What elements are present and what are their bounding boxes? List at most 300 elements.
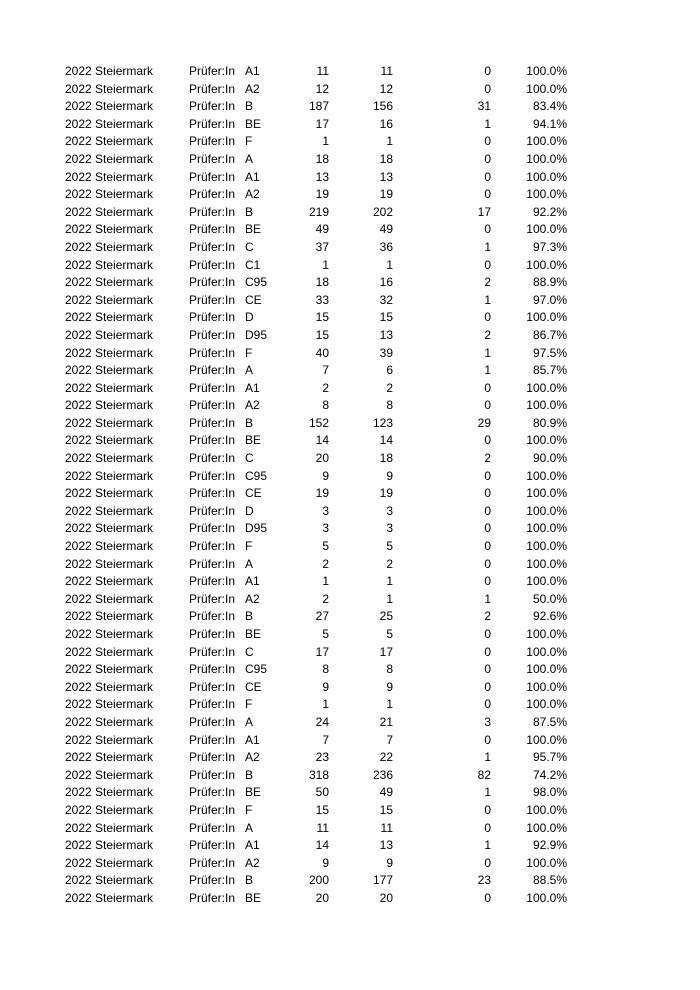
role-cell: Prüfer:In (189, 714, 236, 729)
role-cell: Prüfer:In (189, 151, 236, 166)
pass-rate-cell: 97.0% (532, 292, 567, 307)
passed-count-cell: 22 (379, 750, 393, 765)
table-row (0, 397, 700, 415)
license-class-cell: C95 (245, 275, 268, 290)
failed-count-cell: 0 (484, 433, 491, 448)
table-row (0, 644, 700, 662)
total-count-cell: 11 (316, 820, 329, 835)
role-cell: Prüfer:In (189, 802, 236, 817)
table-row (0, 327, 700, 345)
pass-rate-cell: 88.5% (532, 873, 567, 888)
failed-count-cell: 1 (484, 345, 491, 360)
year-region-cell: 2022 Steiermark (65, 873, 154, 888)
passed-count-cell: 3 (386, 503, 393, 518)
passed-count-cell: 177 (372, 873, 393, 888)
role-cell: Prüfer:In (189, 820, 236, 835)
role-cell: Prüfer:In (189, 609, 236, 624)
role-cell: Prüfer:In (189, 662, 236, 677)
pass-rate-cell: 100.0% (526, 539, 567, 554)
failed-count-cell: 0 (484, 380, 491, 395)
role-cell: Prüfer:In (189, 838, 236, 853)
total-count-cell: 8 (322, 662, 329, 677)
year-region-cell: 2022 Steiermark (65, 468, 154, 483)
failed-count-cell: 0 (484, 64, 491, 78)
pass-rate-cell: 92.2% (532, 204, 567, 219)
passed-count-cell: 2 (386, 556, 393, 571)
role-cell: Prüfer:In (189, 767, 236, 782)
year-region-cell: 2022 Steiermark (65, 363, 154, 378)
role-cell: Prüfer:In (189, 539, 236, 554)
role-cell: Prüfer:In (189, 574, 236, 589)
pass-rate-cell: 80.9% (532, 415, 567, 430)
passed-count-cell: 19 (379, 187, 393, 202)
passed-count-cell: 15 (379, 310, 393, 325)
total-count-cell: 49 (315, 222, 329, 237)
spreadsheet-table (0, 63, 700, 908)
total-count-cell: 3 (322, 503, 329, 518)
year-region-cell: 2022 Steiermark (65, 310, 154, 325)
failed-count-cell: 1 (484, 239, 491, 254)
year-region-cell: 2022 Steiermark (65, 433, 154, 448)
year-region-cell: 2022 Steiermark (65, 767, 154, 782)
failed-count-cell: 1 (484, 292, 491, 307)
table-row (0, 591, 700, 609)
role-cell: Prüfer:In (189, 697, 236, 712)
total-count-cell: 17 (315, 644, 329, 659)
pass-rate-cell: 97.3% (532, 239, 567, 254)
table-row (0, 257, 700, 275)
role-cell: Prüfer:In (189, 556, 236, 571)
total-count-cell: 20 (315, 890, 329, 905)
license-class-cell: B (245, 609, 254, 624)
failed-count-cell: 1 (484, 591, 491, 606)
passed-count-cell: 2 (386, 380, 393, 395)
role-cell: Prüfer:In (189, 855, 236, 870)
year-region-cell: 2022 Steiermark (65, 820, 154, 835)
license-class-cell: BE (245, 116, 262, 131)
year-region-cell: 2022 Steiermark (65, 714, 154, 729)
pass-rate-cell: 100.0% (526, 222, 567, 237)
table-row (0, 415, 700, 433)
license-class-cell: A (245, 363, 254, 378)
role-cell: Prüfer:In (189, 398, 236, 413)
role-cell: Prüfer:In (189, 239, 236, 254)
table-row (0, 855, 700, 873)
failed-count-cell: 0 (484, 662, 491, 677)
year-region-cell: 2022 Steiermark (65, 275, 154, 290)
role-cell: Prüfer:In (189, 116, 236, 131)
pass-rate-cell: 100.0% (526, 310, 567, 325)
table-row (0, 239, 700, 257)
year-region-cell: 2022 Steiermark (65, 222, 154, 237)
role-cell: Prüfer:In (189, 64, 236, 78)
table-row (0, 696, 700, 714)
license-class-cell: A1 (245, 380, 260, 395)
passed-count-cell: 9 (386, 679, 393, 694)
total-count-cell: 5 (322, 539, 329, 554)
passed-count-cell: 14 (379, 433, 393, 448)
table-row (0, 169, 700, 187)
pass-rate-cell: 100.0% (526, 134, 567, 149)
total-count-cell: 9 (322, 679, 329, 694)
year-region-cell: 2022 Steiermark (65, 134, 154, 149)
pass-rate-cell: 87.5% (532, 714, 567, 729)
pass-rate-cell: 98.0% (532, 785, 567, 800)
total-count-cell: 15 (315, 327, 329, 342)
license-class-cell: BE (245, 627, 262, 641)
pass-rate-cell: 100.0% (526, 644, 567, 659)
total-count-cell: 19 (315, 187, 329, 202)
passed-count-cell: 36 (379, 239, 393, 254)
pass-rate-cell: 90.0% (532, 451, 567, 466)
failed-count-cell: 0 (484, 574, 491, 589)
passed-count-cell: 20 (379, 890, 393, 905)
failed-count-cell: 0 (484, 222, 491, 237)
total-count-cell: 20 (315, 451, 329, 466)
table-row (0, 714, 700, 732)
table-row (0, 81, 700, 99)
table-row (0, 626, 700, 644)
total-count-cell: 7 (322, 363, 329, 378)
pass-rate-cell: 100.0% (526, 556, 567, 571)
passed-count-cell: 13 (379, 169, 393, 184)
role-cell: Prüfer:In (189, 521, 236, 536)
table-row (0, 221, 700, 239)
total-count-cell: 1 (322, 257, 329, 272)
license-class-cell: F (245, 134, 253, 149)
role-cell: Prüfer:In (189, 785, 236, 800)
passed-count-cell: 5 (386, 539, 393, 554)
pass-rate-cell: 50.0% (532, 591, 567, 606)
year-region-cell: 2022 Steiermark (65, 662, 154, 677)
passed-count-cell: 123 (372, 415, 393, 430)
year-region-cell: 2022 Steiermark (65, 327, 154, 342)
role-cell: Prüfer:In (189, 451, 236, 466)
total-count-cell: 15 (315, 310, 329, 325)
year-region-cell: 2022 Steiermark (65, 785, 154, 800)
table-row (0, 274, 700, 292)
table-row (0, 802, 700, 820)
failed-count-cell: 3 (484, 714, 491, 729)
failed-count-cell: 1 (484, 750, 491, 765)
year-region-cell: 2022 Steiermark (65, 239, 154, 254)
table-row (0, 573, 700, 591)
role-cell: Prüfer:In (189, 644, 236, 659)
total-count-cell: 187 (308, 99, 329, 114)
year-region-cell: 2022 Steiermark (65, 187, 154, 202)
passed-count-cell: 13 (379, 327, 393, 342)
failed-count-cell: 23 (477, 873, 491, 888)
license-class-cell: B (245, 873, 254, 888)
total-count-cell: 19 (315, 486, 329, 501)
failed-count-cell: 0 (484, 257, 491, 272)
license-class-cell: A (245, 556, 254, 571)
year-region-cell: 2022 Steiermark (65, 116, 154, 131)
failed-count-cell: 1 (484, 363, 491, 378)
license-class-cell: D95 (245, 327, 268, 342)
license-class-cell: A1 (245, 169, 260, 184)
role-cell: Prüfer:In (189, 275, 236, 290)
license-class-cell: A2 (245, 591, 260, 606)
passed-count-cell: 49 (379, 785, 393, 800)
passed-count-cell: 18 (379, 151, 393, 166)
passed-count-cell: 49 (379, 222, 393, 237)
failed-count-cell: 0 (484, 398, 491, 413)
table-row (0, 204, 700, 222)
failed-count-cell: 0 (484, 151, 491, 166)
pass-rate-cell: 100.0% (526, 151, 567, 166)
pass-rate-cell: 100.0% (526, 890, 567, 905)
year-region-cell: 2022 Steiermark (65, 398, 154, 413)
role-cell: Prüfer:In (189, 169, 236, 184)
failed-count-cell: 17 (477, 204, 491, 219)
table-row (0, 362, 700, 380)
total-count-cell: 13 (315, 169, 329, 184)
license-class-cell: F (245, 345, 253, 360)
total-count-cell: 1 (322, 574, 329, 589)
role-cell: Prüfer:In (189, 890, 236, 905)
year-region-cell: 2022 Steiermark (65, 345, 154, 360)
role-cell: Prüfer:In (189, 327, 236, 342)
passed-count-cell: 6 (386, 363, 393, 378)
failed-count-cell: 0 (484, 310, 491, 325)
table-row (0, 679, 700, 697)
license-class-cell: F (245, 697, 253, 712)
total-count-cell: 2 (322, 380, 329, 395)
passed-count-cell: 1 (386, 257, 393, 272)
license-class-cell: D (245, 310, 254, 325)
pass-rate-cell: 83.4% (532, 99, 567, 114)
total-count-cell: 200 (308, 873, 329, 888)
pass-rate-cell: 92.9% (532, 838, 567, 853)
total-count-cell: 33 (315, 292, 329, 307)
license-class-cell: D (245, 503, 254, 518)
role-cell: Prüfer:In (189, 363, 236, 378)
table-row (0, 116, 700, 134)
pass-rate-cell: 95.7% (532, 750, 567, 765)
table-row (0, 503, 700, 521)
failed-count-cell: 0 (484, 556, 491, 571)
year-region-cell: 2022 Steiermark (65, 591, 154, 606)
pass-rate-cell: 100.0% (526, 627, 567, 641)
total-count-cell: 9 (322, 468, 329, 483)
license-class-cell: A1 (245, 574, 260, 589)
failed-count-cell: 0 (484, 627, 491, 641)
passed-count-cell: 25 (379, 609, 393, 624)
pass-rate-cell: 97.5% (532, 345, 567, 360)
year-region-cell: 2022 Steiermark (65, 574, 154, 589)
year-region-cell: 2022 Steiermark (65, 204, 154, 219)
table-row (0, 186, 700, 204)
failed-count-cell: 1 (484, 838, 491, 853)
license-class-cell: A1 (245, 838, 260, 853)
table-row (0, 556, 700, 574)
year-region-cell: 2022 Steiermark (65, 890, 154, 905)
pass-rate-cell: 100.0% (526, 380, 567, 395)
failed-count-cell: 82 (477, 767, 491, 782)
total-count-cell: 11 (316, 64, 329, 78)
role-cell: Prüfer:In (189, 750, 236, 765)
license-class-cell: B (245, 415, 254, 430)
pass-rate-cell: 74.2% (532, 767, 567, 782)
role-cell: Prüfer:In (189, 468, 236, 483)
license-class-cell: A (245, 714, 254, 729)
total-count-cell: 40 (315, 345, 329, 360)
table-row (0, 450, 700, 468)
pass-rate-cell: 100.0% (526, 433, 567, 448)
total-count-cell: 8 (322, 398, 329, 413)
failed-count-cell: 0 (484, 697, 491, 712)
total-count-cell: 219 (308, 204, 329, 219)
passed-count-cell: 236 (372, 767, 393, 782)
passed-count-cell: 7 (386, 732, 393, 747)
total-count-cell: 1 (322, 697, 329, 712)
license-class-cell: A2 (245, 750, 260, 765)
year-region-cell: 2022 Steiermark (65, 750, 154, 765)
passed-count-cell: 17 (379, 644, 393, 659)
total-count-cell: 7 (322, 732, 329, 747)
total-count-cell: 2 (322, 556, 329, 571)
role-cell: Prüfer:In (189, 433, 236, 448)
year-region-cell: 2022 Steiermark (65, 644, 154, 659)
failed-count-cell: 0 (484, 855, 491, 870)
year-region-cell: 2022 Steiermark (65, 64, 154, 78)
passed-count-cell: 9 (386, 855, 393, 870)
failed-count-cell: 0 (484, 539, 491, 554)
passed-count-cell: 18 (379, 451, 393, 466)
license-class-cell: CE (245, 292, 262, 307)
license-class-cell: C (245, 644, 254, 659)
pass-rate-cell: 100.0% (526, 521, 567, 536)
failed-count-cell: 0 (484, 644, 491, 659)
license-class-cell: A2 (245, 855, 260, 870)
year-region-cell: 2022 Steiermark (65, 503, 154, 518)
license-class-cell: B (245, 767, 254, 782)
year-region-cell: 2022 Steiermark (65, 380, 154, 395)
license-class-cell: A1 (245, 64, 260, 78)
failed-count-cell: 0 (484, 169, 491, 184)
total-count-cell: 15 (315, 802, 329, 817)
year-region-cell: 2022 Steiermark (65, 627, 154, 641)
passed-count-cell: 156 (372, 99, 393, 114)
role-cell: Prüfer:In (189, 99, 236, 114)
license-class-cell: F (245, 539, 253, 554)
license-class-cell: A (245, 820, 254, 835)
role-cell: Prüfer:In (189, 627, 236, 641)
role-cell: Prüfer:In (189, 81, 236, 96)
total-count-cell: 27 (315, 609, 329, 624)
pass-rate-cell: 100.0% (526, 81, 567, 96)
pass-rate-cell: 100.0% (526, 64, 567, 78)
failed-count-cell: 0 (484, 521, 491, 536)
table-row (0, 820, 700, 838)
pass-rate-cell: 100.0% (526, 187, 567, 202)
pass-rate-cell: 100.0% (526, 398, 567, 413)
license-class-cell: A2 (245, 187, 260, 202)
failed-count-cell: 0 (484, 503, 491, 518)
license-class-cell: A (245, 151, 254, 166)
failed-count-cell: 2 (484, 275, 491, 290)
pass-rate-cell: 100.0% (526, 679, 567, 694)
pass-rate-cell: 94.1% (532, 116, 567, 131)
table-row (0, 309, 700, 327)
table-row (0, 63, 700, 81)
role-cell: Prüfer:In (189, 873, 236, 888)
year-region-cell: 2022 Steiermark (65, 486, 154, 501)
license-class-cell: B (245, 204, 254, 219)
total-count-cell: 2 (322, 591, 329, 606)
pass-rate-cell: 100.0% (526, 503, 567, 518)
failed-count-cell: 29 (477, 415, 491, 430)
failed-count-cell: 1 (484, 116, 491, 131)
table-row (0, 732, 700, 750)
role-cell: Prüfer:In (189, 187, 236, 202)
passed-count-cell: 11 (380, 820, 393, 835)
failed-count-cell: 0 (484, 679, 491, 694)
role-cell: Prüfer:In (189, 591, 236, 606)
failed-count-cell: 1 (484, 785, 491, 800)
table-row (0, 133, 700, 151)
table-row (0, 380, 700, 398)
passed-count-cell: 5 (386, 627, 393, 641)
role-cell: Prüfer:In (189, 380, 236, 395)
failed-count-cell: 0 (484, 187, 491, 202)
failed-count-cell: 0 (484, 890, 491, 905)
table-row (0, 767, 700, 785)
license-class-cell: BE (245, 890, 262, 905)
year-region-cell: 2022 Steiermark (65, 697, 154, 712)
total-count-cell: 1 (322, 134, 329, 149)
passed-count-cell: 19 (379, 486, 393, 501)
passed-count-cell: 1 (386, 697, 393, 712)
pass-rate-cell: 86.7% (532, 327, 567, 342)
passed-count-cell: 12 (379, 81, 393, 96)
total-count-cell: 18 (315, 151, 329, 166)
year-region-cell: 2022 Steiermark (65, 99, 154, 114)
license-class-cell: A2 (245, 398, 260, 413)
passed-count-cell: 15 (379, 802, 393, 817)
pass-rate-cell: 100.0% (526, 697, 567, 712)
pass-rate-cell: 100.0% (526, 820, 567, 835)
pass-rate-cell: 92.6% (532, 609, 567, 624)
passed-count-cell: 1 (386, 134, 393, 149)
table-row (0, 345, 700, 363)
license-class-cell: C95 (245, 468, 268, 483)
total-count-cell: 152 (308, 415, 329, 430)
failed-count-cell: 2 (484, 451, 491, 466)
pass-rate-cell: 85.7% (532, 363, 567, 378)
license-class-cell: CE (245, 679, 262, 694)
pass-rate-cell: 100.0% (526, 486, 567, 501)
year-region-cell: 2022 Steiermark (65, 257, 154, 272)
table-row (0, 432, 700, 450)
total-count-cell: 14 (315, 433, 329, 448)
failed-count-cell: 2 (484, 609, 491, 624)
license-class-cell: C95 (245, 662, 268, 677)
passed-count-cell: 3 (386, 521, 393, 536)
table-row (0, 749, 700, 767)
passed-count-cell: 202 (372, 204, 393, 219)
license-class-cell: B (245, 99, 254, 114)
year-region-cell: 2022 Steiermark (65, 609, 154, 624)
passed-count-cell: 32 (379, 292, 393, 307)
total-count-cell: 12 (315, 81, 329, 96)
total-count-cell: 14 (315, 838, 329, 853)
total-count-cell: 5 (322, 627, 329, 641)
table-row (0, 485, 700, 503)
pass-rate-cell: 100.0% (526, 468, 567, 483)
table-row (0, 468, 700, 486)
